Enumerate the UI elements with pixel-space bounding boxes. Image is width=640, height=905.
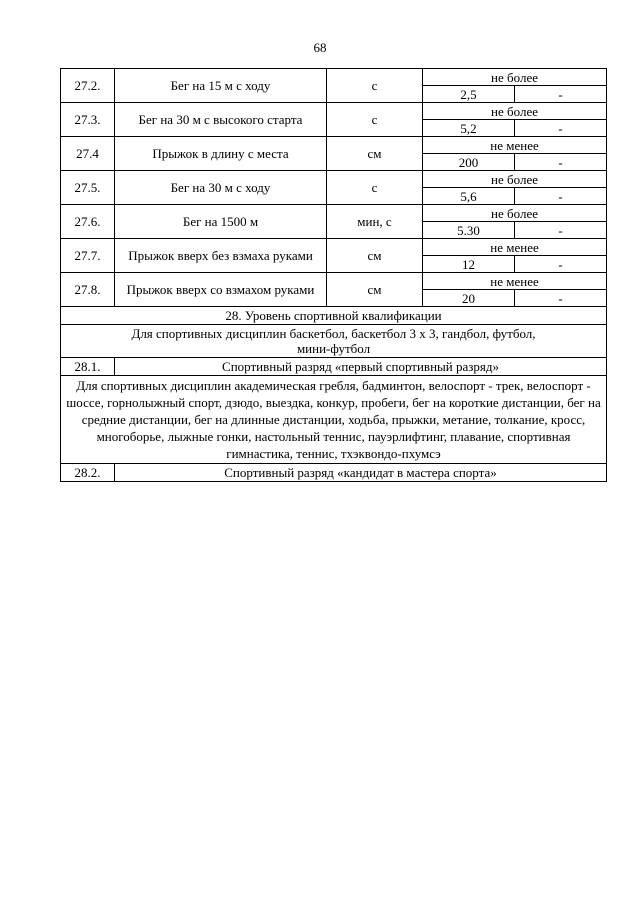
exercise-name: Бег на 15 м с ходу [115,69,327,103]
unit: см [327,273,423,307]
row-number: 27.6. [61,205,115,239]
row-number: 27.4 [61,137,115,171]
norm-value-2: - [515,154,607,171]
row-number: 28.1. [61,358,115,376]
discipline-group-text: Для спортивных дисциплин баскетбол, баскетбол 3 х 3, гандбол, футбол, мини-футбол [61,325,607,358]
unit: см [327,239,423,273]
section-row [61,307,607,325]
unit: с [327,69,423,103]
norm-condition: не более [423,171,607,188]
exercise-name: Бег на 1500 м [115,205,327,239]
row-number: 27.7. [61,239,115,273]
table-row [61,273,607,290]
section-title: 28. Уровень спортивной квалификации [61,307,607,325]
norm-value: 5,6 [423,188,515,205]
table-row [61,464,607,482]
exercise-name: Прыжок вверх без взмаха руками [115,239,327,273]
exercise-name: Бег на 30 м с высокого старта [115,103,327,137]
row-number: 27.5. [61,171,115,205]
exercise-name: Прыжок в длину с места [115,137,327,171]
norm-value-2: - [515,86,607,103]
table-row [61,171,607,188]
table-row [61,358,607,376]
norm-value: 5.30 [423,222,515,239]
page-number: 68 [313,40,327,55]
norm-value: 12 [423,256,515,273]
norm-condition: не более [423,205,607,222]
norm-value-2: - [515,222,607,239]
qualification-text: Спортивный разряд «первый спортивный разряд» [115,358,607,376]
norm-condition: не более [423,69,607,86]
group-row [61,325,607,358]
unit: мин, с [327,205,423,239]
norm-condition: не менее [423,273,607,290]
table-row [61,69,607,86]
table-row [61,137,607,154]
table-row [61,239,607,256]
table-row [61,103,607,120]
row-number: 28.2. [61,464,115,482]
norm-value: 5,2 [423,120,515,137]
exercise-name: Бег на 30 м с ходу [115,171,327,205]
exercise-name: Прыжок вверх со взмахом руками [115,273,327,307]
norm-value: 2,5 [423,86,515,103]
table-row [61,205,607,222]
row-number: 27.8. [61,273,115,307]
row-number: 27.3. [61,103,115,137]
norms-table [60,68,607,482]
norm-value-2: - [515,290,607,307]
norm-value: 200 [423,154,515,171]
norm-value-2: - [515,120,607,137]
norm-condition: не более [423,103,607,120]
row-number: 27.2. [61,69,115,103]
norm-value: 20 [423,290,515,307]
norm-condition: не менее [423,137,607,154]
unit: см [327,137,423,171]
norm-value-2: - [515,188,607,205]
group-row [61,376,607,464]
unit: с [327,171,423,205]
unit: с [327,103,423,137]
norm-condition: не менее [423,239,607,256]
norm-value-2: - [515,256,607,273]
qualification-text: Спортивный разряд «кандидат в мастера спорта» [115,464,607,482]
discipline-group-text: Для спортивных дисциплин академическая гребля, бадминтон, велоспорт - трек, велоспорт - шоссе, горнолыжный спорт, дзюдо, выездка, конкур, пробеги, бег на короткие дистанции, бег на средние дистанции, бег на длинные дистанции, ходьба, прыжки, метание, толкание, кросс, многоборье, лыжные гонки, настольный теннис, пауэрлифтинг, плавание, спортивная гимнастика, теннис, тхэквондо-пхумсэ [61,376,607,464]
